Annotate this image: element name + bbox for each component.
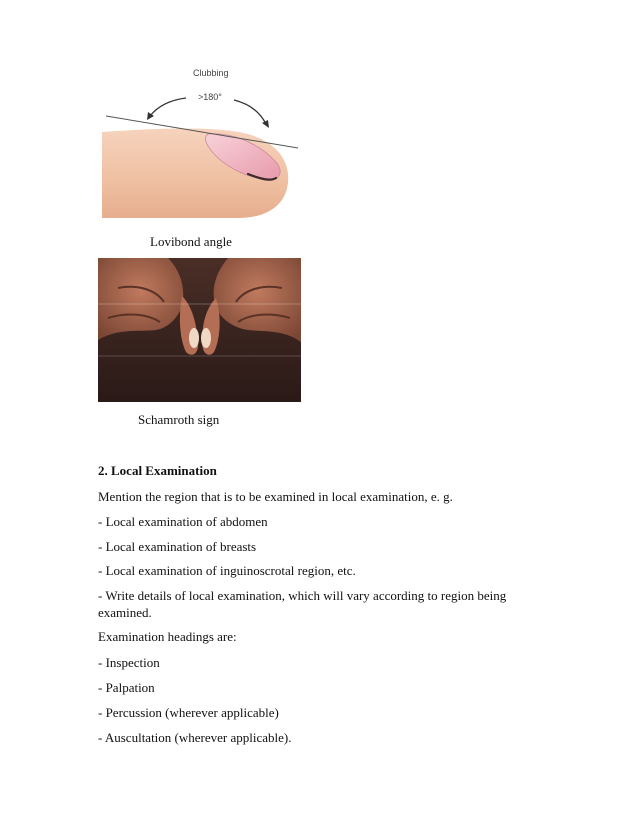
- section-heading: 2. Local Examination: [98, 463, 217, 478]
- list-item: - Local examination of abdomen: [98, 514, 268, 529]
- schamroth-illustration: [98, 258, 301, 402]
- clubbing-label: Clubbing: [193, 68, 229, 78]
- schamroth-caption: Schamroth sign: [138, 412, 220, 427]
- section-intro: Mention the region that is to be examined in local examination, e. g.: [98, 489, 453, 504]
- left-arrow: [150, 98, 186, 116]
- list-item: - Percussion (wherever applicable): [98, 705, 279, 720]
- list-item: - Auscultation (wherever applicable).: [98, 730, 292, 745]
- clubbing-figure: [98, 60, 308, 228]
- list-item: - Write details of local examination, which will vary according to region being examined.: [98, 588, 507, 620]
- headings-intro: Examination headings are:: [98, 629, 237, 644]
- schamroth-photo: [98, 258, 301, 402]
- list-item: - Local examination of inguinoscrotal region, etc.: [98, 563, 356, 578]
- list-item: - Inspection: [98, 655, 160, 670]
- angle-label: >180°: [198, 92, 222, 102]
- right-arrow: [234, 100, 266, 124]
- lovibond-caption: Lovibond angle: [150, 234, 232, 249]
- list-item: - Palpation: [98, 680, 155, 695]
- list-item: - Local examination of breasts: [98, 539, 257, 554]
- clubbing-illustration: [98, 60, 308, 228]
